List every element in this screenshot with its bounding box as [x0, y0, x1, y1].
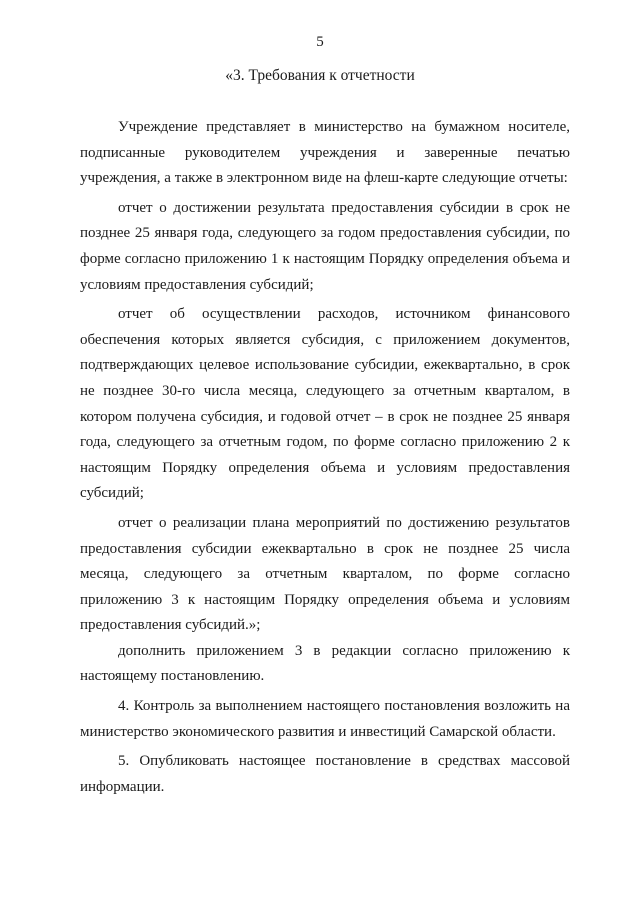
- document-body: [80, 115, 570, 800]
- paragraph-report-expenses: отчет об осуществлении расходов, источником финансового обеспечения которых является субсидия, с приложением документов, подтверждающих целевое использование субсидии, ежеквартально, в срок не позднее 30-го числа месяца, следующего за отчетным кварталом, в котором получена субсидия, и годовой отчет – в срок не позднее 25 января года, следующего за отчетным годом, по форме согласно приложению 2 к настоящим Порядку определения объема и условиям предоставления субсидий;: [80, 306, 570, 502]
- section-heading: «3. Требования к отчетности: [225, 67, 415, 84]
- paragraph-appendix: дополнить приложением 3 в редакции согласно приложению к настоящему постановлению.: [80, 642, 570, 685]
- paragraph-control: 4. Контроль за выполнением настоящего постановления возложить на министерство экономического развития и инвестиций Самарской области.: [80, 698, 570, 740]
- page-number: 5: [316, 34, 324, 50]
- paragraph-report-plan: отчет о реализации плана мероприятий по достижению результатов предоставления субсидии ежеквартально в срок не позднее 25 числа месяца, следующего за отчетным кварталом, по форме согласно приложению 3 к настоящим Порядку определения объема и условиям предоставления субсидий.»;: [80, 514, 570, 634]
- paragraph-intro: Учреждение представляет в министерство на бумажном носителе, подписанные руководителем учреждения и заверенные печатью учреждения, а также в электронном виде на флеш-карте следующие отчеты:: [80, 119, 570, 187]
- paragraph-publish: 5. Опубликовать настоящее постановление в средствах массовой информации.: [80, 753, 570, 795]
- paragraph-report-result: отчет о достижении результата предоставления субсидии в срок не позднее 25 января года, следующего за годом предоставления субсидии, по форме согласно приложению 1 к настоящим Порядку определения объема и условиям предоставления субсидий;: [80, 199, 570, 293]
